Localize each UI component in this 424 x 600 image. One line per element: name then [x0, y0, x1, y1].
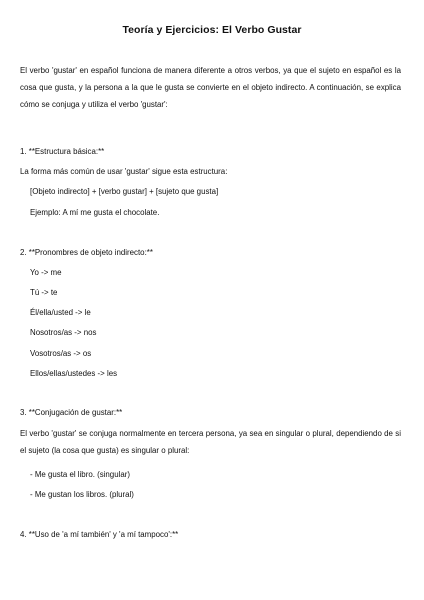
section-3-heading: 3. **Conjugación de gustar:**	[20, 408, 123, 417]
pronoun-item: Yo -> me	[30, 268, 62, 277]
pronoun-item: Vosotros/as -> os	[30, 349, 92, 358]
page-title: Teoría y Ejercicios: El Verbo Gustar	[122, 24, 302, 36]
section-1-heading: 1. **Estructura básica:**	[20, 147, 105, 156]
section-2-heading: 2. **Pronombres de objeto indirecto:**	[20, 248, 153, 257]
section-1-example: Ejemplo: A mí me gusta el chocolate.	[30, 208, 160, 217]
pronoun-item: Él/ella/usted -> le	[30, 308, 91, 317]
conjugation-item: - Me gusta el libro. (singular)	[30, 470, 130, 479]
section-1-text: La forma más común de usar 'gustar' sigue esta estructura:	[20, 167, 228, 176]
pronoun-item: Ellos/ellas/ustedes -> les	[30, 369, 118, 378]
pronoun-item: Tú -> te	[30, 288, 58, 297]
conjugation-item: - Me gustan los libros. (plural)	[30, 490, 134, 499]
section-3-text: El verbo 'gustar' se conjuga normalmente en tercera persona, ya sea en singular o plural, dependiendo de si el sujeto (la cosa que gusta) es singular o plural:	[20, 429, 401, 455]
section-4-heading: 4. **Uso de 'a mí también' y 'a mí tampoco':**	[20, 530, 179, 539]
section-1-structure: [Objeto indirecto] + [verbo gustar] + [sujeto que gusta]	[30, 187, 219, 196]
pronoun-item: Nosotros/as -> nos	[30, 328, 97, 337]
intro-paragraph: El verbo 'gustar' en español funciona de manera diferente a otros verbos, ya que el sujeto en español es la cosa que gusta, y la persona a la que le gusta se convierte en el objeto indirecto. A continuación, se explica cómo se conjuga y utiliza el verbo 'gustar':	[20, 66, 401, 109]
